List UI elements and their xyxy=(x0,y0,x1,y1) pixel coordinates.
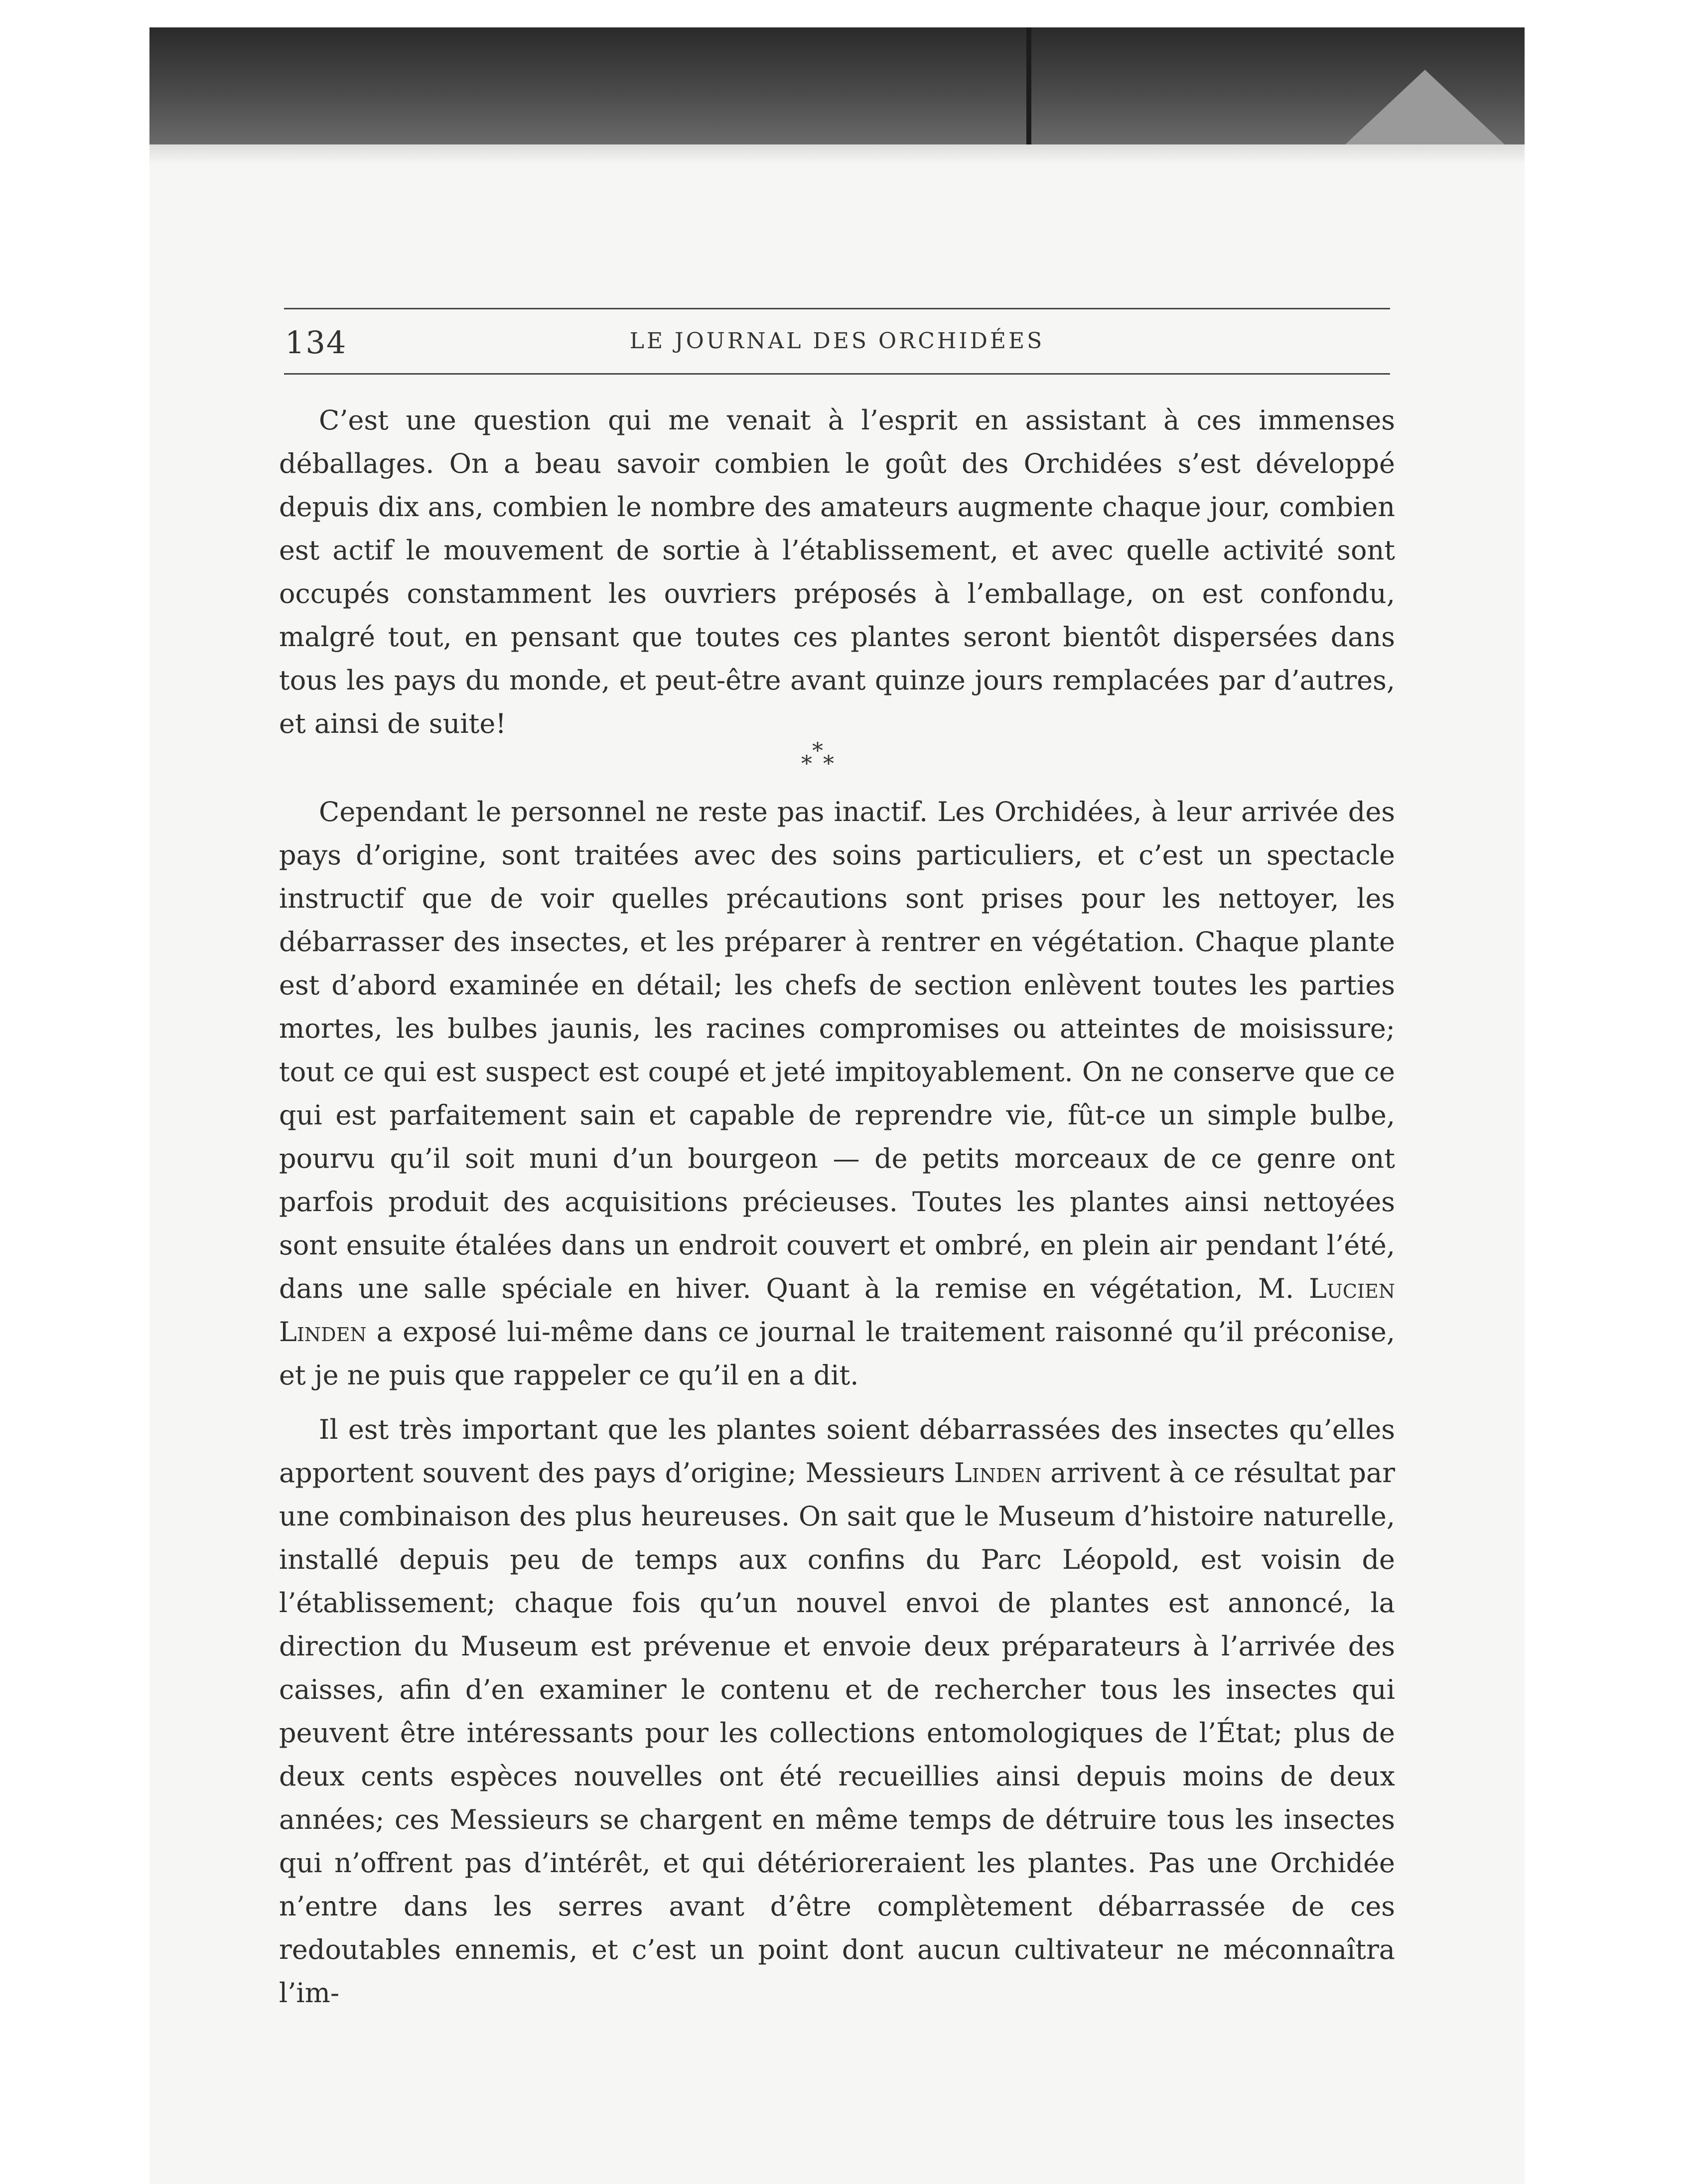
book-spine-gap xyxy=(1026,27,1031,144)
paragraph-2-text-b: a exposé lui-même dans ce journal le traitement raisonné qu’il préconise, et je ne puis que rappeler ce qu’il en a dit. xyxy=(279,1316,1396,1391)
person-name-lucien-linden: Lucien Linden xyxy=(279,1273,1395,1348)
asterism-separator xyxy=(279,740,1395,790)
page-number: 134 xyxy=(285,324,347,361)
asterism-star-right: * xyxy=(823,751,834,777)
running-head xyxy=(284,308,1390,375)
paragraph-3 xyxy=(279,1408,1395,2015)
asterism-star-left: * xyxy=(801,751,812,777)
book-edge-band xyxy=(149,27,1525,144)
paragraph-2 xyxy=(279,790,1395,1397)
paragraph-2-text-a: Cependant le personnel ne reste pas inactif. Les Orchidées, à leur arrivée des pays d’origine, sont traitées avec des soins particuliers, et c’est un spectacle instructif que de voir quelles précautions sont prises pour les nettoyer, les débarrasser des insectes, et les préparer à rentrer en végétation. Chaque plante est d’abord examinée en détail; les chefs de section enlèvent toutes les parties mortes, les bulbes jaunis, les racines compromises ou atteintes de moisissure; tout ce qui est suspect est coupé et jeté impitoyablement. On ne conserve que ce qui est parfaitement sain et capable de reprendre vie, fût-ce un simple bulbe, pourvu qu’il soit muni d’un bourgeon — de petits morceaux de ce genre ont parfois produit des acquisitions précieuses. Toutes les plantes ainsi nettoyées sont ensuite étalées dans un endroit couvert et ombré, en plein air pendant l’été, dans une salle spéciale en hiver. Quant à la remise en végétation, M. xyxy=(279,796,1395,1304)
page-corner-fold xyxy=(1345,70,1505,144)
person-name-linden: Linden xyxy=(954,1457,1042,1489)
journal-title: LE JOURNAL DES ORCHIDÉES xyxy=(629,328,1045,354)
article-body xyxy=(279,399,1395,2015)
paragraph-1: C’est une question qui me venait à l’esprit en assistant à ces immenses déballages. On a beau savoir combien le goût des Orchidées s’est développé depuis dix ans, combien le nombre des amateurs augmente chaque jour, combien est actif le mouvement de sortie à l’établissement, et avec quelle activité sont occupés constamment les ouvriers préposés à l’emballage, on est confondu, malgré tout, en pensant que toutes ces plantes seront bientôt dispersées dans tous les pays du monde, et peut-être avant quinze jours remplacées par d’autres, et ainsi de suite! xyxy=(279,405,1395,739)
paper-shadow xyxy=(149,144,1525,164)
paragraph-3-text-b: arrivent à ce résultat par une combinaison des plus heureuses. On sait que le Museum d’histoire naturelle, installé depuis peu de temps aux confins du Parc Léopold, est voisin de l’établissement; chaque fois qu’un nouvel envoi de plantes est annoncé, la direction du Museum est prévenue et envoie deux préparateurs à l’arrivée des caisses, afin d’en examiner le contenu et de rechercher tous les insectes qui peuvent être intéressants pour les collections entomologiques de l’État; plus de deux cents espèces nouvelles ont été recueillies ainsi depuis moins de deux années; ces Messieurs se chargent en même temps de détruire tous les insectes qui n’offrent pas d’intérêt, et qui détérioreraient les plantes. Pas une Orchidée n’entre dans les serres avant d’être complètement débarrassée de ces redoutables ennemis, et c’est un point dont aucun cultivateur ne méconnaîtra l’im- xyxy=(279,1457,1396,2009)
asterism-star-top: * xyxy=(812,738,823,764)
paragraph-3-text-a: Il est très important que les plantes soient débarrassées des insectes qu’elles apportent souvent des pays d’origine; Messieurs xyxy=(279,1414,1395,1489)
